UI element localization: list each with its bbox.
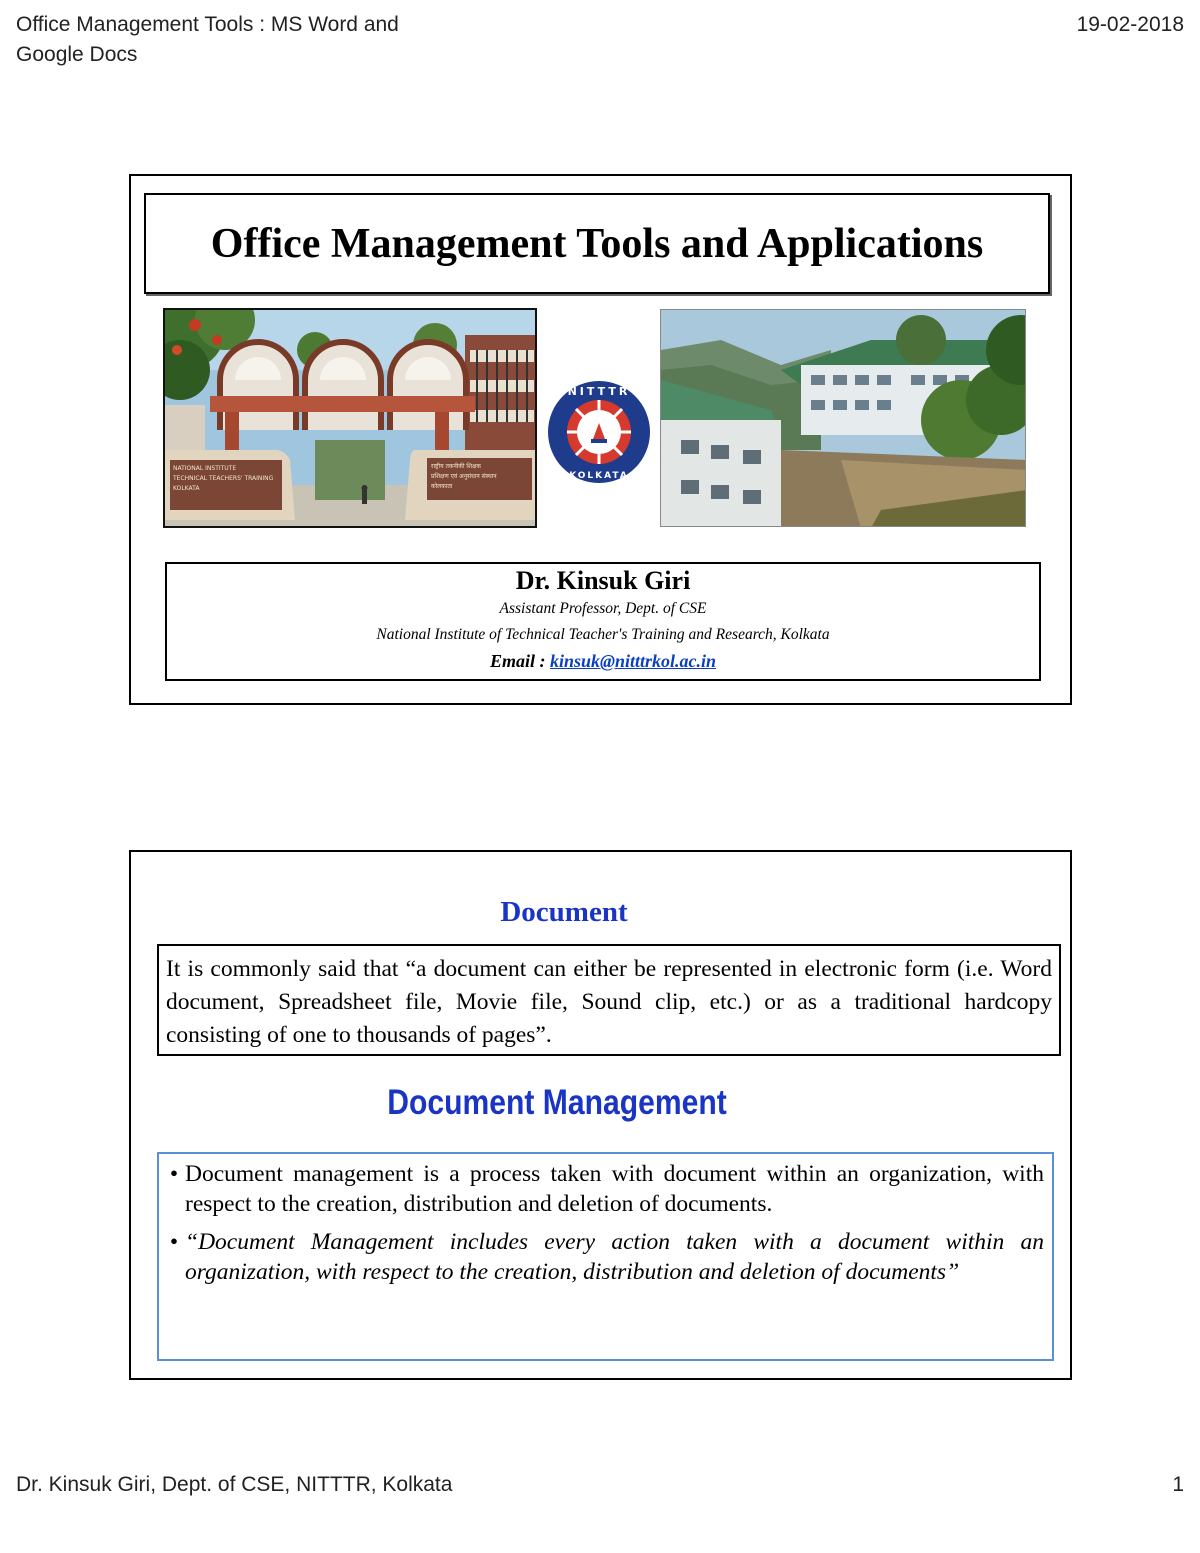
gate-sign-left-line2: TECHNICAL TEACHERS' TRAINING: [173, 475, 274, 482]
logo-bottom-text: KOLKATA: [569, 471, 629, 481]
author-info-box: [165, 562, 1041, 681]
gate-sign-left-line1: NATIONAL INSTITUTE: [173, 465, 237, 472]
gate-sign-right-line1: राष्ट्रीय तकनीकी शिक्षक: [431, 463, 481, 470]
page-header-title: [16, 10, 399, 70]
footer-author: Dr. Kinsuk Giri, Dept. of CSE, NITTTR, Kolkata: [16, 1473, 453, 1496]
document-definition-quote: It is commonly said that “a document can either be represented in electronic form (i.e. Word document, Spreadsheet file, Movie file, Sound clip, etc.) or as a traditional hardcopy consisting of one to thousands of pages”.: [157, 944, 1061, 1056]
gate-sign-right-line2: प्रशिक्षण एवं अनुसंधान संस्थान: [431, 473, 497, 480]
email-label: Email :: [489, 651, 550, 671]
bullet-text: Document management is a process taken with document within an organization, with respect to the creation, distribution and deletion of documents.: [185, 1161, 1044, 1217]
header-title-line2: Google Docs: [16, 43, 138, 66]
bullet-text: “Document Management includes every action taken with a document within an organization, with respect to the creation, distribution and deletion of documents”: [185, 1229, 1044, 1285]
document-heading: Document: [500, 896, 628, 928]
document-management-bullets: [157, 1152, 1054, 1361]
nitttr-logo: [546, 379, 652, 485]
slide-title: Office Management Tools and Applications: [144, 193, 1050, 294]
page-number: 1: [1172, 1473, 1184, 1496]
bullet-dot: •: [169, 1161, 179, 1187]
slide-2: [129, 850, 1072, 1380]
author-email-line: [167, 648, 1039, 674]
author-institute: National Institute of Technical Teacher's Training and Research, Kolkata: [376, 626, 830, 643]
slide-1: [129, 174, 1072, 705]
author-position: Assistant Professor, Dept. of CSE: [499, 600, 707, 617]
gate-sign-left-line3: KOLKATA: [173, 485, 200, 492]
gate-sign-right-line3: कोलकाता: [431, 483, 453, 490]
header-title-line1: Office Management Tools : MS Word and: [16, 13, 399, 36]
campus-gate-photo: [163, 308, 537, 528]
email-link[interactable]: kinsuk@nitttrkol.ac.in: [549, 651, 717, 671]
campus-building-photo: [660, 309, 1026, 527]
author-name: Dr. Kinsuk Giri: [515, 566, 691, 595]
list-item: [163, 1160, 1044, 1219]
bullet-dot: •: [169, 1229, 179, 1255]
header-date: 19-02-2018: [1076, 13, 1184, 36]
list-item: [163, 1228, 1044, 1287]
logo-top-text: NITTTR: [567, 385, 631, 398]
document-management-heading: Document Management: [387, 1083, 727, 1122]
